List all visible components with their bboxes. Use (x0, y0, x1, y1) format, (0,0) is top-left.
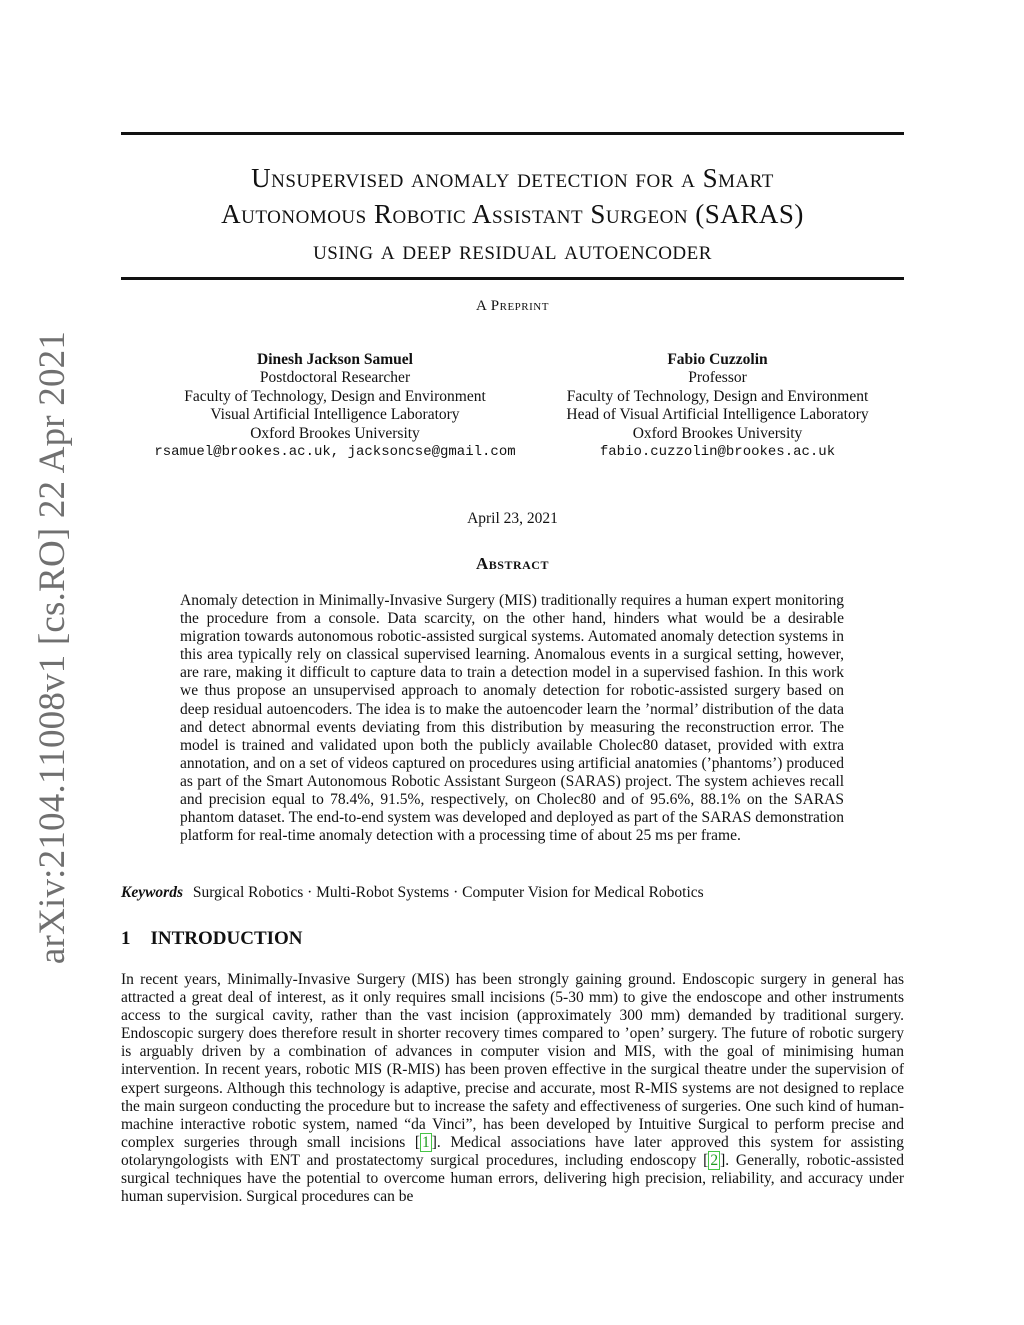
paper-title (121, 160, 904, 268)
section-number: 1 (121, 928, 131, 949)
intro-text-part-1: In recent years, Minimally-Invasive Surgery (MIS) has been strongly gaining ground. Endoscopic surgery in general has attracted a great deal of interest, as it only requires small incisions (5-30 mm) to give the endoscope and other instruments access to the surgical cavity, rather than the vast incision (approximately 300 mm) demanded by traditional surgery. Endoscopic surgery does therefore result in shorter recovery times compared to ’open’ surgery. The future of robotic surgery is arguably driven by a combination of advances in computer vision and MIS, with the goal of minimising human intervention. In recent years, robotic MIS (R-MIS) has been proven effective in the surgical theatre under the supervision of expert surgeons. Although this technology is adaptive, precise and accurate, most R-MIS systems are not designed to replace the main surgeon conducting the procedure but to increase the safety and effectiveness of surgeries. One such kind of human-machine interactive robotic system, named “da Vinci”, has been developed by Intuitive Surgical to perform precise and complex surgeries through small incisions [ (121, 971, 904, 1151)
author-university: Oxford Brookes University (250, 424, 420, 442)
author-faculty: Faculty of Technology, Design and Environment (566, 387, 869, 405)
author-lab: Head of Visual Artificial Intelligence Laboratory (566, 406, 869, 424)
keywords-list: Surgical Robotics · Multi-Robot Systems · Computer Vision for Medical Robotics (192, 884, 704, 901)
title-line-2: Autonomous Robotic Assistant Surgeon (SARAS) (221, 199, 804, 229)
title-line-1: Unsupervised anomaly detection for a Smart (251, 163, 774, 193)
keywords-line (121, 884, 704, 902)
title-bottom-rule (121, 277, 904, 280)
arxiv-identifier (31, 330, 75, 965)
author-email[interactable]: fabio.cuzzolin@brookes.ac.uk (599, 444, 836, 461)
intro-text-part-3: ]. Generally, robotic-assisted surgical techniques have the potential to overcome human errors, delivering high precision, reliability, and accuracy under human supervision. Surgical procedures can be (121, 1151, 905, 1206)
author-email[interactable]: rsamuel@brookes.ac.uk, jacksoncse@gmail.com (154, 444, 516, 461)
author-lab: Visual Artificial Intelligence Laboratory (210, 406, 460, 424)
keywords-label: Keywords (121, 884, 183, 901)
introduction-paragraph (121, 971, 904, 1206)
author-name: Fabio Cuzzolin (667, 351, 768, 368)
author-role: Professor (688, 369, 747, 387)
abstract-text: Anomaly detection in Minimally-Invasive Surgery (MIS) traditionally requires a human expert monitoring the procedure from a console. Data scarcity, on the other hand, hinders what would be a desirable migration towards autonomous robotic-assisted surgical systems. Automated anomaly detection systems in this area typically rely on classical supervised learning. Anomalous events in a surgical setting, however, are rare, making it difficult to capture data to train a detection model in a supervised fashion. In this work we thus propose an unsupervised approach to anomaly detection for robotic-assisted surgery based on deep residual autoencoders. The idea is to make the autoencoder learn the ’normal’ distribution of the data and detect abnormal events deviating from this distribution by measuring the reconstruction error. The model is trained and validated upon both the publicly available Cholec80 dataset, provided with extra annotation, and on a set of videos captured on procedures using artificial anatomies (’phantoms’) produced as part of the Smart Autonomous Robotic Assistant Surgeon (SARAS) project. The system achieves recall and precision equal to 78.4%, 91.5%, respectively, on Cholec80 and of 95.6%, 88.1% on the SARAS phantom dataset. The end-to-end system was developed and deployed as part of the SARAS demonstration platform for real-time anomaly detection with a processing time of about 25 ms per frame. (180, 592, 844, 845)
title-line-3: using a deep residual autoencoder (313, 235, 712, 265)
author-university: Oxford Brookes University (632, 424, 803, 442)
title-top-rule (121, 132, 904, 135)
section-title: INTRODUCTION (150, 928, 303, 949)
author-name: Dinesh Jackson Samuel (257, 351, 413, 368)
arxiv-identifier-text: arXiv:2104.11008v1 [cs.RO] 22 Apr 2021 (32, 330, 74, 965)
author-role: Postdoctoral Researcher (259, 369, 411, 387)
publication-date: April 23, 2021 (467, 510, 558, 527)
author-block-1 (130, 351, 540, 461)
citation-link-2[interactable]: 2 (710, 1151, 719, 1169)
author-faculty: Faculty of Technology, Design and Environment (184, 387, 486, 405)
author-block-2 (545, 351, 890, 461)
intro-text-part-2: ]. Medical associations have later approved this system for assisting otolaryngologists with ENT and prostatectomy surgical procedures, including endoscopy [ (121, 1133, 904, 1169)
citation-link-1[interactable]: 1 (421, 1133, 430, 1151)
abstract-heading: Abstract (476, 554, 549, 573)
section-heading-introduction (121, 928, 303, 950)
preprint-label: A Preprint (476, 298, 549, 314)
